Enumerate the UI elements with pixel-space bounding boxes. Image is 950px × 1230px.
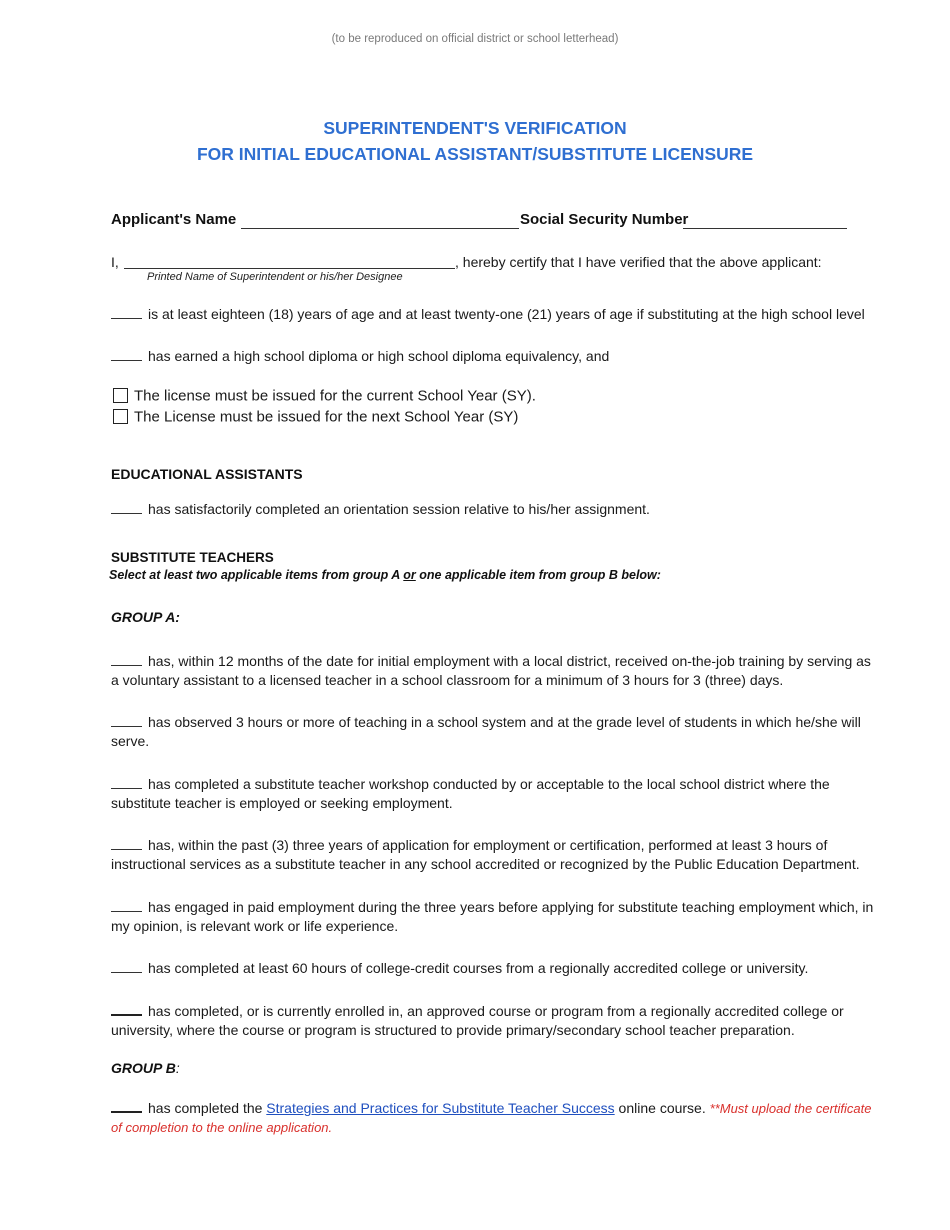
group-b-suffix: online course. xyxy=(614,1100,710,1116)
group-a-label: GROUP A: xyxy=(111,609,180,625)
certify-statement: , hereby certify that I have verified that the above applicant: xyxy=(455,254,822,270)
ea-heading: EDUCATIONAL ASSISTANTS xyxy=(111,466,303,482)
group-a-item-6-blank[interactable] xyxy=(111,960,142,973)
group-a-item-3-text: has completed a substitute teacher workshop conducted by or acceptable to the local school district where the substitute teacher is employed or seeking employment. xyxy=(111,776,830,811)
requirement-age-blank[interactable] xyxy=(111,306,142,319)
group-b-item xyxy=(111,1099,881,1137)
group-a-item-2 xyxy=(111,713,875,751)
ea-item xyxy=(111,500,875,519)
letterhead-note: (to be reproduced on official district or school letterhead) xyxy=(331,33,619,45)
ssn-field[interactable] xyxy=(683,228,847,229)
group-a-item-6-text: has completed at least 60 hours of college-credit courses from a regionally accredited college or university. xyxy=(148,960,809,976)
checkbox-row-next xyxy=(113,408,518,426)
substitute-heading: SUBSTITUTE TEACHERS xyxy=(111,550,274,565)
requirement-age-text: is at least eighteen (18) years of age and at least twenty-one (21) years of age if substituting at the high school level xyxy=(148,306,865,322)
requirement-diploma-blank[interactable] xyxy=(111,348,142,361)
ea-item-text: has satisfactorily completed an orientation session relative to his/her assignment. xyxy=(148,501,650,517)
group-a-item-6 xyxy=(111,959,875,978)
group-b-item-blank[interactable] xyxy=(111,1099,142,1113)
applicant-name-label: Applicant's Name xyxy=(111,211,237,228)
applicant-name-field[interactable] xyxy=(241,228,519,229)
group-b-colon: : xyxy=(175,1060,180,1076)
group-a-item-1-blank[interactable] xyxy=(111,653,142,666)
instructions-part-a: Select at least two applicable items from group A xyxy=(109,568,404,582)
group-a-item-2-blank[interactable] xyxy=(111,714,142,727)
group-a-item-5-text: has engaged in paid employment during the three years before applying for substitute teaching employment which, in my opinion, is relevant work or life experience. xyxy=(111,899,874,934)
instructions-or: or xyxy=(403,568,416,582)
superintendent-name-field[interactable] xyxy=(124,268,455,269)
group-a-item-5-blank[interactable] xyxy=(111,899,142,912)
instructions-part-b: one applicable item from group B below: xyxy=(415,568,661,582)
group-a-item-3-blank[interactable] xyxy=(111,776,142,789)
ssn-label: Social Security Number xyxy=(520,211,689,228)
substitute-teacher-course-link[interactable]: Strategies and Practices for Substitute Teacher Success xyxy=(266,1100,615,1116)
requirement-age xyxy=(111,305,891,324)
current-sy-checkbox[interactable] xyxy=(113,388,128,403)
form-title-line-1: SUPERINTENDENT'S VERIFICATION xyxy=(323,118,627,138)
group-a-item-5 xyxy=(111,898,875,936)
group-b-prefix: has completed the xyxy=(148,1100,267,1116)
upload-certificate-note: **Must upload the certificate of completion to the online application. xyxy=(111,1101,872,1135)
group-a-item-1-text: has, within 12 months of the date for initial employment with a local district, received on-the-job training by serving as a voluntary assistant to a licensed teacher in a school classroom for a minimum of 3 hours for 3 (three) days. xyxy=(111,653,871,688)
group-b-label xyxy=(111,1060,180,1076)
group-a-item-3 xyxy=(111,775,875,813)
ea-item-blank[interactable] xyxy=(111,501,142,514)
group-a-item-4 xyxy=(111,836,875,874)
group-a-item-2-text: has observed 3 hours or more of teaching in a school system and at the grade level of students in which he/she will serve. xyxy=(111,714,861,749)
substitute-instructions xyxy=(109,568,661,582)
certify-prefix: I, xyxy=(111,254,119,270)
form-title-line-2: FOR INITIAL EDUCATIONAL ASSISTANT/SUBSTITUTE LICENSURE xyxy=(196,144,754,164)
group-a-item-4-blank[interactable] xyxy=(111,837,142,850)
group-b-label-text: GROUP B xyxy=(111,1060,176,1076)
checkbox-row-current xyxy=(113,387,536,405)
group-a-item-7-blank[interactable] xyxy=(111,1002,142,1016)
printed-name-caption: Printed Name of Superintendent or his/her Designee xyxy=(147,271,403,283)
requirement-diploma-text: has earned a high school diploma or high school diploma equivalency, and xyxy=(148,348,610,364)
next-sy-label: The License must be issued for the next School Year (SY) xyxy=(134,408,519,426)
group-a-item-7-text: has completed, or is currently enrolled in, an approved course or program from a regionally accredited college or university, where the course or program is structured to provide primary/secondary school teacher preparation. xyxy=(111,1003,844,1038)
next-sy-checkbox[interactable] xyxy=(113,409,128,424)
group-a-item-4-text: has, within the past (3) three years of application for employment or certification, performed at least 3 hours of instructional services as a substitute teacher in any school accredited or recognized by the Public Education Department. xyxy=(111,837,860,872)
requirement-diploma xyxy=(111,347,875,366)
group-a-item-7 xyxy=(111,1002,875,1040)
current-sy-label: The license must be issued for the current School Year (SY). xyxy=(134,387,536,405)
group-a-item-1 xyxy=(111,652,875,690)
